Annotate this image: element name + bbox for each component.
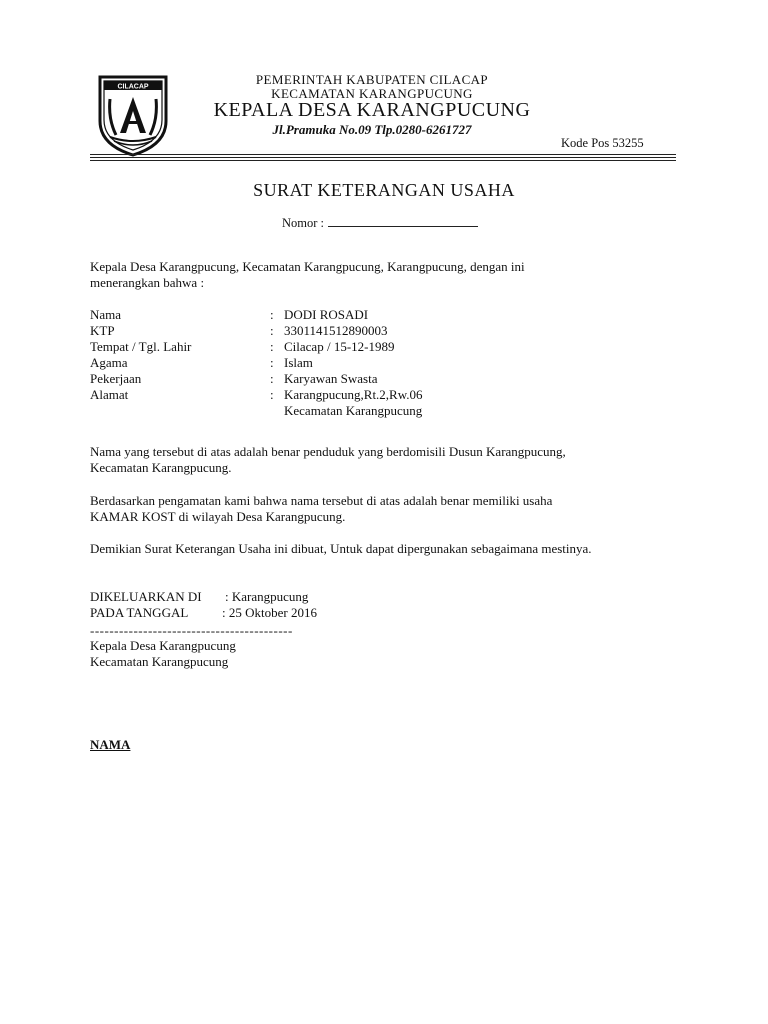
logo-text: CILACAP [117,83,149,91]
paragraph-residence-line-1: Nama yang tersebut di atas adalah benar penduduk yang berdomisili Dusun Karangpucung, [90,444,566,459]
paragraph-residence-line-2: Kecamatan Karangpucung. [90,460,232,475]
field-value-nama: DODI ROSADI [284,307,369,322]
field-value-birth: Cilacap / 15-12-1989 [284,339,395,354]
field-label-occupation: Pekerjaan [90,371,142,386]
signatory-title-line-1: Kepala Desa Karangpucung [90,638,236,653]
issued-at-value: : Karangpucung [225,589,309,604]
field-colon: : [270,323,274,338]
paragraph-closing: Demikian Surat Keterangan Usaha ini dibuat, Untuk dapat dipergunakan sebagaimana mestinya. [90,541,592,556]
letterhead-address: Jl.Pramuka No.09 Tlp.0280-6261727 [272,122,472,137]
signer-name: NAMA [90,737,131,752]
header-divider-top [90,154,676,155]
field-label-religion: Agama [90,355,128,370]
letterhead-district: KECAMATAN KARANGPUCUNG [271,86,473,101]
document-title: SURAT KETERANGAN USAHA [253,180,515,200]
cilacap-crest-logo [96,73,170,157]
issued-at-label: DIKELUARKAN DI [90,589,202,604]
closing-separator: ------------------------------------------ [90,623,293,638]
field-colon: : [270,371,274,386]
header-divider-bottom [90,160,676,161]
field-colon: : [270,355,274,370]
field-colon: : [270,387,274,402]
postal-code: Kode Pos 53255 [561,136,644,150]
field-colon: : [270,307,274,322]
field-label-address: Alamat [90,387,129,402]
intro-line-2: menerangkan bahwa : [90,275,205,290]
intro-line-1: Kepala Desa Karangpucung, Kecamatan Karangpucung, Karangpucung, dengan ini [90,259,525,274]
field-label-birth: Tempat / Tgl. Lahir [90,339,192,354]
field-label-ktp: KTP [90,323,115,338]
letterhead-government: PEMERINTAH KABUPATEN CILACAP [255,72,489,87]
header-divider-middle [90,157,676,158]
signatory-title-line-2: Kecamatan Karangpucung [90,654,229,669]
letterhead-office: KEPALA DESA KARANGPUCUNG [213,99,531,121]
field-value-occupation: Karyawan Swasta [284,371,378,386]
field-label-nama: Nama [90,307,122,322]
letter-number-label: Nomor : [282,216,325,230]
field-value-religion: Islam [284,355,313,370]
issued-date-label: PADA TANGGAL [90,605,189,620]
letter-number-blank [328,214,478,227]
field-value-ktp: 3301141512890003 [284,323,388,338]
field-value-address-line-2: Kecamatan Karangpucung [284,403,423,418]
field-colon: : [270,339,274,354]
field-value-address: Karangpucung,Rt.2,Rw.06 [284,387,423,402]
paragraph-business-line-2: KAMAR KOST di wilayah Desa Karangpucung. [90,509,346,524]
paragraph-business-line-1: Berdasarkan pengamatan kami bahwa nama tersebut di atas adalah benar memiliki usaha [90,493,553,508]
letter-number [282,214,478,231]
issued-date-value: : 25 Oktober 2016 [222,605,317,620]
